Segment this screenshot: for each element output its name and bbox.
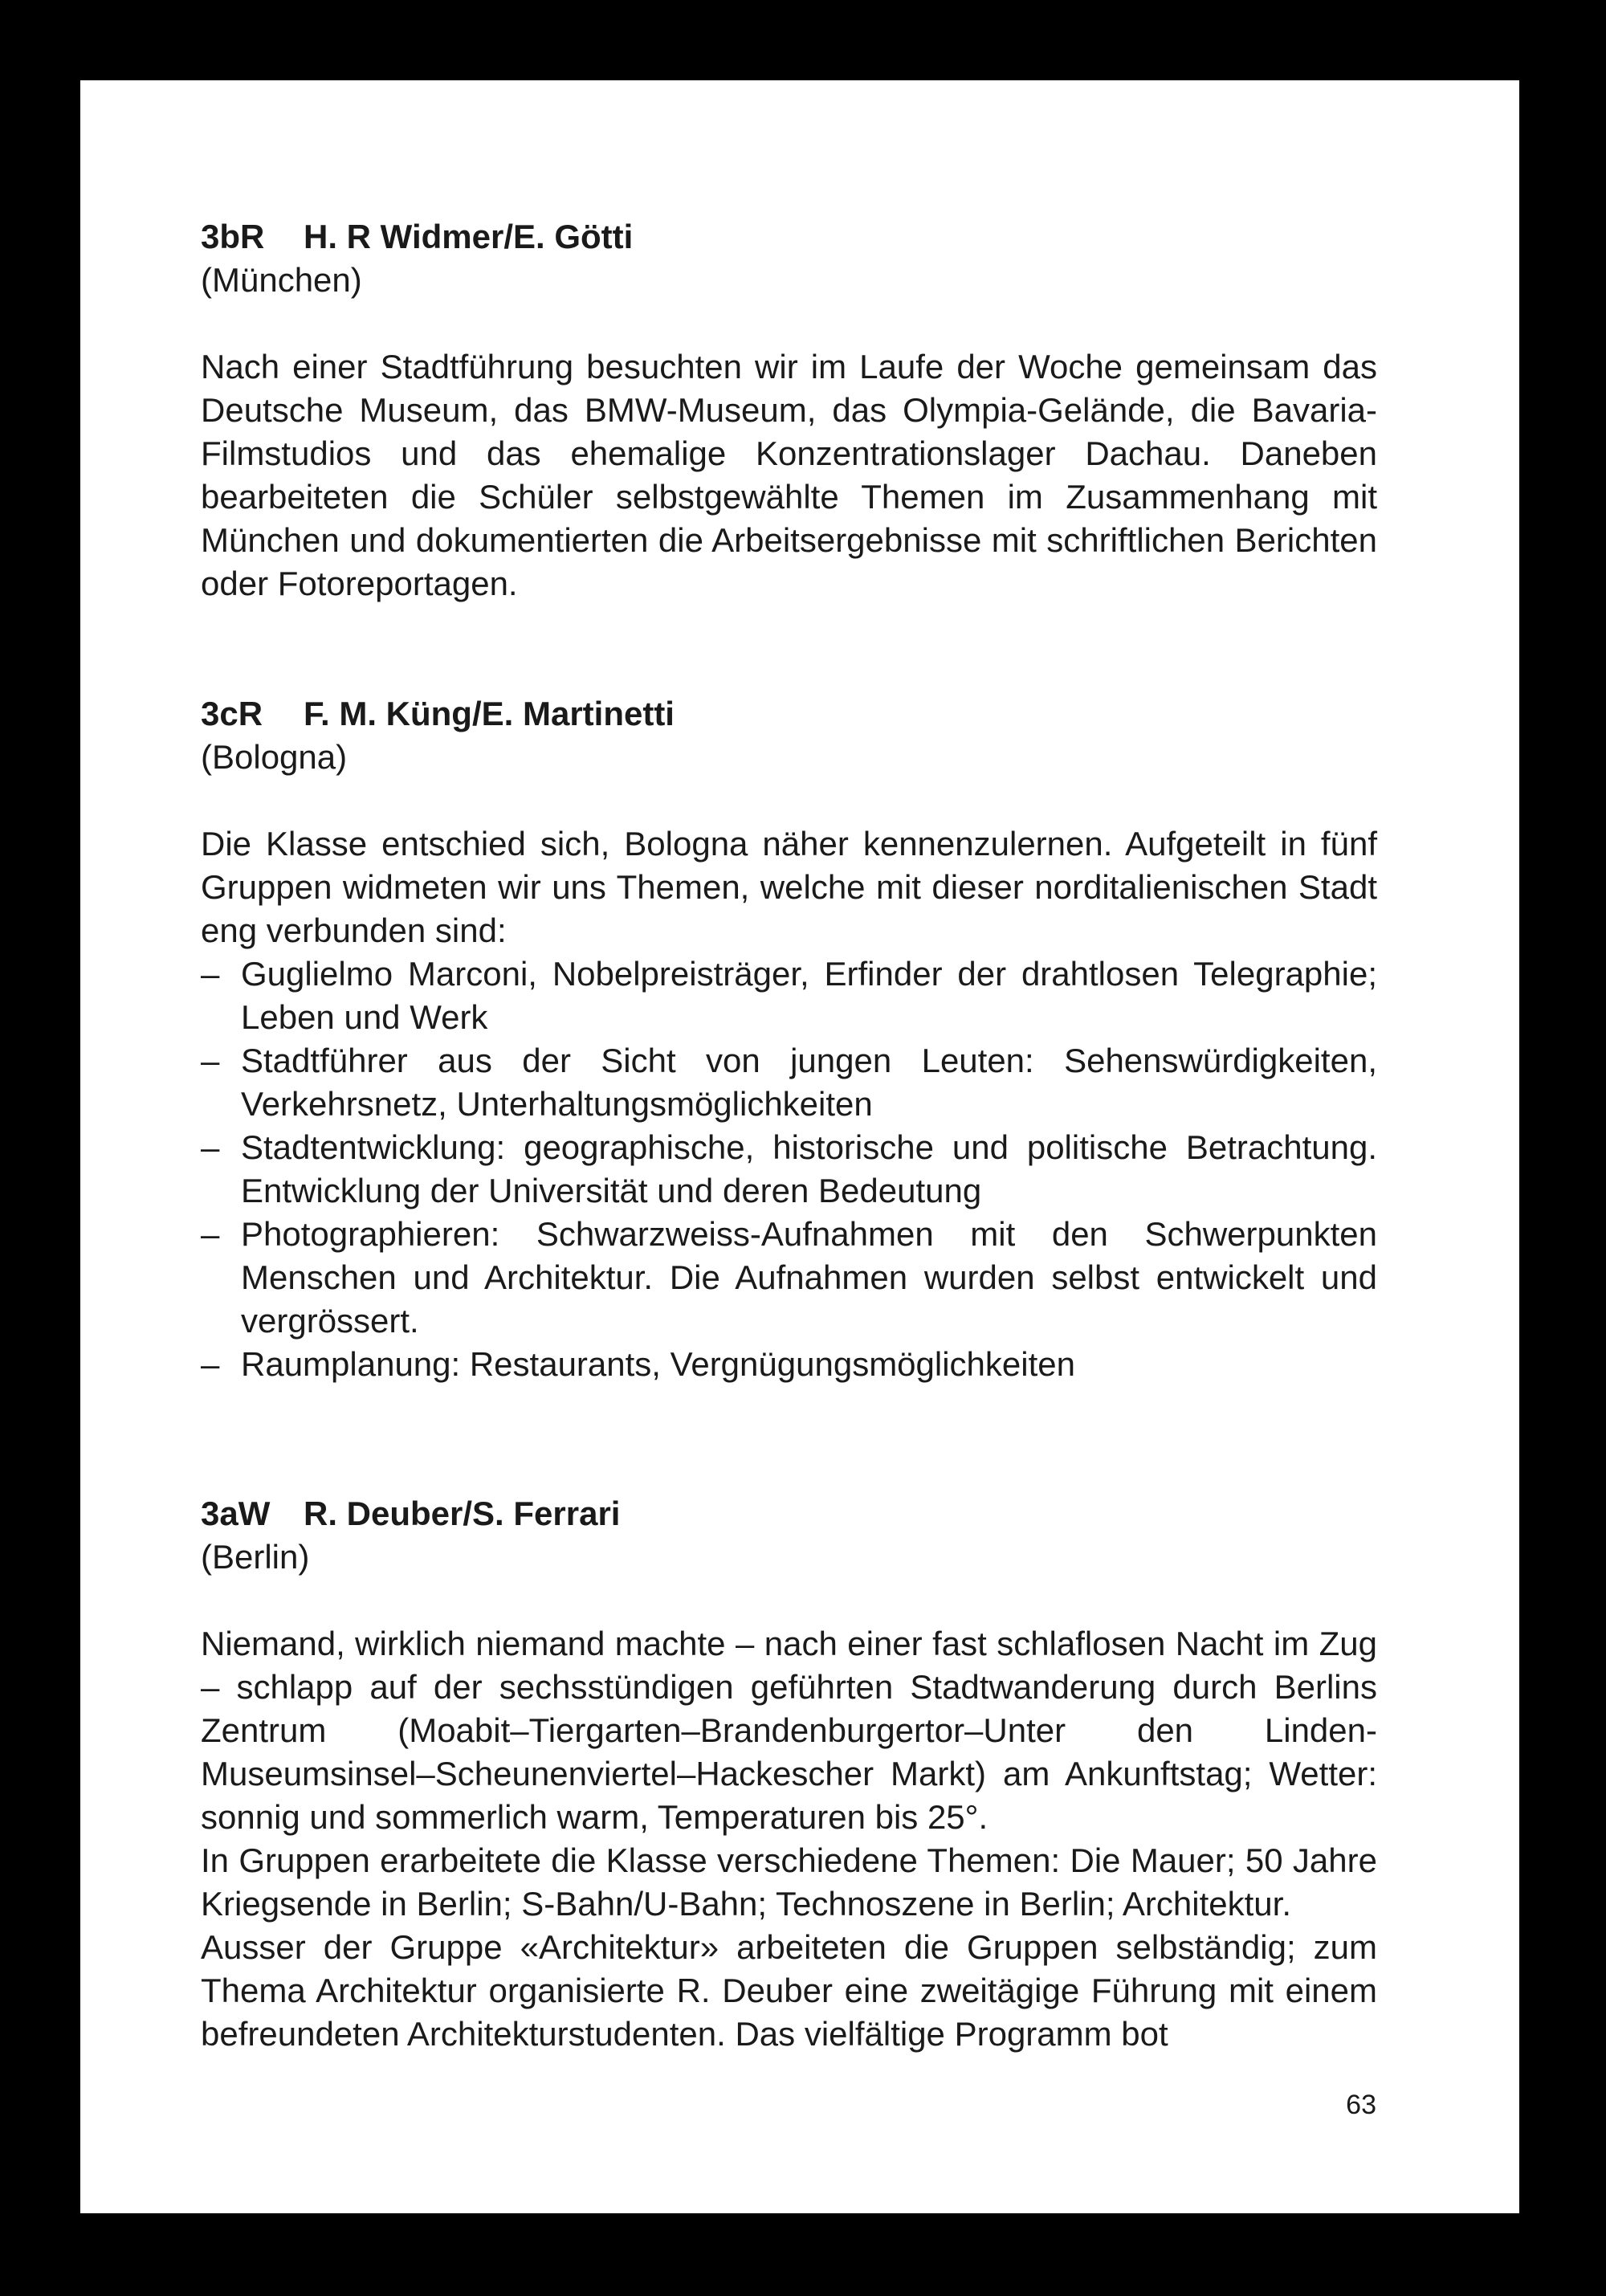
class-code: 3cR xyxy=(201,695,263,732)
section-body xyxy=(201,822,1377,1386)
list-item xyxy=(201,952,1377,1039)
page-content xyxy=(201,215,1377,2056)
section-3bR-muenchen xyxy=(201,215,1377,606)
page-number: 63 xyxy=(1346,2090,1376,2120)
paragraph: Nach einer Stadtführung besuchten wir im Laufe der Woche gemeinsam das Deutsche Museum, das BMW-Museum, das Olympia-Gelände, die Bavaria-Filmstudios und das ehemalige Konzentrationslager Dachau. Daneben bearbeiteten die Schüler selbstgewählte Themen im Zusammenhang mit München und dokumentierten die Arbeitsergebnisse mit schriftlichen Berichten oder Fotoreportagen. xyxy=(201,348,1377,602)
paragraph: Ausser der Gruppe «Architektur» arbeiteten die Gruppen selbständig; zum Thema Architektur organisierte R. Deuber eine zweitägige Führung mit einem befreundeten Architekturstudenten. Das vielfältige Programm bot xyxy=(201,1928,1377,2053)
dash-bullet: – xyxy=(201,1345,220,1383)
section-body xyxy=(201,1622,1377,2056)
destination: (Bologna) xyxy=(201,738,348,776)
list-item-text: Stadtführer aus der Sicht von jungen Leuten: Sehenswürdigkeiten, Verkehrsnetz, Unterhaltungsmöglichkeiten xyxy=(241,1042,1377,1123)
section-heading xyxy=(201,1492,1377,1535)
dash-bullet: – xyxy=(201,1128,220,1166)
teachers: R. Deuber/S. Ferrari xyxy=(304,1495,621,1532)
list-item xyxy=(201,1126,1377,1213)
dash-bullet: – xyxy=(201,955,220,993)
class-code: 3bR xyxy=(201,218,265,255)
section-3aW-berlin xyxy=(201,1492,1377,2056)
destination: (Berlin) xyxy=(201,1538,310,1576)
section-body xyxy=(201,345,1377,606)
topic-list xyxy=(201,952,1377,1386)
paragraph: Niemand, wirklich niemand machte – nach einer fast schlaflosen Nacht im Zug – schlapp auf der sechsstündigen geführten Stadtwanderung durch Berlins Zentrum (Moabit–Tiergarten–Brandenburgertor–Unter den Linden-Museumsinsel–Scheunenviertel–Hackescher Markt) am Ankunftstag; Wetter: sonnig und sommerlich warm, Temperaturen bis 25°. xyxy=(201,1625,1377,1836)
section-heading xyxy=(201,215,1377,259)
paragraph: Die Klasse entschied sich, Bologna näher kennenzulernen. Aufgeteilt in fünf Gruppen widmeten wir uns Themen, welche mit dieser norditalienischen Stadt eng verbunden sind: xyxy=(201,825,1377,949)
paragraph: In Gruppen erarbeitete die Klasse verschiedene Themen: Die Mauer; 50 Jahre Kriegsende in Berlin; S-Bahn/U-Bahn; Technoszene in Berlin; Architektur. xyxy=(201,1841,1377,1923)
teachers: H. R Widmer/E. Götti xyxy=(304,218,634,255)
list-item-text: Guglielmo Marconi, Nobelpreisträger, Erfinder der drahtlosen Telegraphie; Leben und Werk xyxy=(241,955,1377,1036)
list-item-text: Stadtentwicklung: geographische, historische und politische Betrachtung. Entwicklung der Universität und deren Bedeutung xyxy=(241,1128,1377,1209)
section-spacer xyxy=(201,606,1377,692)
section-spacer xyxy=(201,1386,1377,1492)
destination: (München) xyxy=(201,261,362,299)
list-item xyxy=(201,1039,1377,1126)
list-item xyxy=(201,1213,1377,1343)
dash-bullet: – xyxy=(201,1042,220,1079)
list-item xyxy=(201,1343,1377,1386)
class-code: 3aW xyxy=(201,1495,271,1532)
list-item-text: Photographieren: Schwarzweiss-Aufnahmen mit den Schwerpunkten Menschen und Architektur. Die Aufnahmen wurden selbst entwickelt und vergrössert. xyxy=(241,1215,1377,1340)
document-page xyxy=(80,80,1519,2213)
section-heading xyxy=(201,692,1377,736)
dash-bullet: – xyxy=(201,1215,220,1253)
teachers: F. M. Küng/E. Martinetti xyxy=(304,695,675,732)
section-3cR-bologna xyxy=(201,692,1377,1386)
list-item-text: Raumplanung: Restaurants, Vergnügungsmöglichkeiten xyxy=(241,1345,1075,1383)
